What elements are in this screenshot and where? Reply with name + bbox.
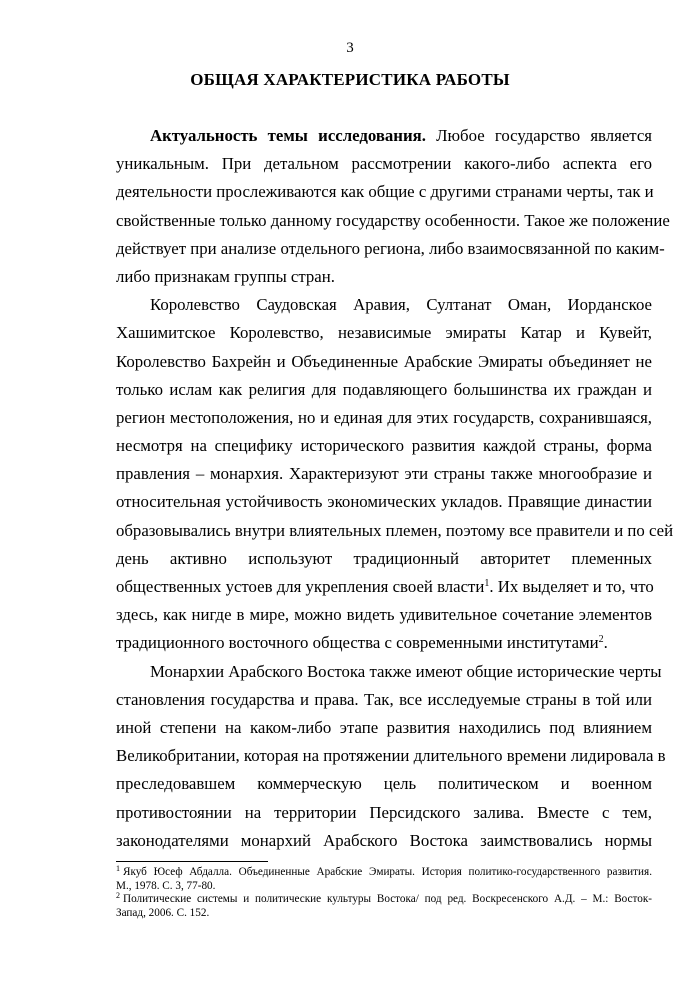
page-number: 3 xyxy=(346,40,354,56)
text-line: Великобритании, которая на протяжении длительного времени лидировала в xyxy=(116,746,666,766)
text-line: правления – монархия. Характеризуют эти страны также многообразие и xyxy=(116,464,652,484)
footnote-1-line: М., 1978. С. 3, 77-80. xyxy=(116,879,216,892)
text-fragment: общественных устоев для укрепления своей власти xyxy=(116,577,485,596)
text-line xyxy=(116,573,652,601)
footnote-2-line: Запад, 2006. С. 152. xyxy=(116,906,210,919)
text-line xyxy=(116,629,652,657)
footnote-text: Якуб Юсеф Абдалла. Объединенные Арабские Эмираты. История политико-государственного развития. xyxy=(123,866,652,878)
text-fragment: Любое государство является xyxy=(425,126,652,145)
footnote-mark: 2 xyxy=(116,891,120,901)
text-line xyxy=(116,122,652,150)
page-title: ОБЩАЯ ХАРАКТЕРИСТИКА РАБОТЫ xyxy=(190,70,510,89)
text-line: день активно используют традиционный авторитет племенных xyxy=(116,548,652,568)
text-line: Монархии Арабского Востока также имеют общие исторические черты xyxy=(150,661,662,681)
lead-phrase: Актуальность темы исследования. xyxy=(150,126,426,145)
text-line: иной степени на каком-либо этапе развития находились под влиянием xyxy=(116,717,652,737)
text-fragment: . xyxy=(603,633,608,653)
text-line: противостоянии на территории Персидского залива. Вместе с тем, xyxy=(116,802,652,822)
text-line: несмотря на специфику исторического развития каждой страны, форма xyxy=(116,436,652,456)
footnotes xyxy=(116,866,652,920)
text-line: преследовавшем коммерческую цель политическом и военном xyxy=(116,774,652,794)
text-line: становления государства и права. Так, все исследуемые страны в той или xyxy=(116,689,652,709)
footnote-ref-1: 1 xyxy=(484,578,490,589)
text-line: свойственные только данному государству особенности. Такое же положение xyxy=(116,210,670,230)
text-fragment: . Их выделяет и то, что xyxy=(489,577,654,596)
footnote-text: Политические системы и политические культуры Востока/ под ред. Воскресенского А.Д. – М.: Восток- xyxy=(123,893,652,906)
footnote-ref-2: 2 xyxy=(598,634,604,646)
footnote-separator xyxy=(116,861,268,862)
text-fragment: традиционного восточного общества с современными институтами xyxy=(116,633,599,653)
text-line: только ислам как религия для подавляющего большинства их граждан и xyxy=(116,379,652,399)
text-line: действует при анализе отдельного региона, либо взаимосвязанной по каким- xyxy=(116,238,665,258)
text-line: относительная устойчивость экономических укладов. Правящие династии xyxy=(116,492,652,512)
text-line: здесь, как нигде в мире, можно видеть удивительное сочетание элементов xyxy=(116,605,652,625)
footnote-2-line xyxy=(116,893,652,907)
text-line: либо признакам группы стран. xyxy=(116,266,335,286)
main-text xyxy=(116,122,674,855)
text-line: уникальным. При детальном рассмотрении какого-либо аспекта его xyxy=(116,154,652,174)
text-line: деятельности прослеживаются как общие с другими странами черты, так и xyxy=(116,182,654,202)
footnote-1-line xyxy=(116,866,652,880)
footnote-mark: 1 xyxy=(116,864,120,873)
text-line: образовывались внутри влиятельных племен, поэтому все правители и по сей xyxy=(116,520,674,540)
text-line: регион местоположения, но и единая для этих государств, сохранившаяся, xyxy=(116,407,652,427)
text-line: Королевство Бахрейн и Объединенные Арабские Эмираты объединяет не xyxy=(116,351,652,371)
text-line: законодателями монархий Арабского Востока заимствовались нормы xyxy=(116,830,652,850)
text-line: Королевство Саудовская Аравия, Султанат Оман, Иорданское xyxy=(150,295,652,315)
text-line: Хашимитское Королевство, независимые эмираты Катар и Кувейт, xyxy=(116,323,652,343)
